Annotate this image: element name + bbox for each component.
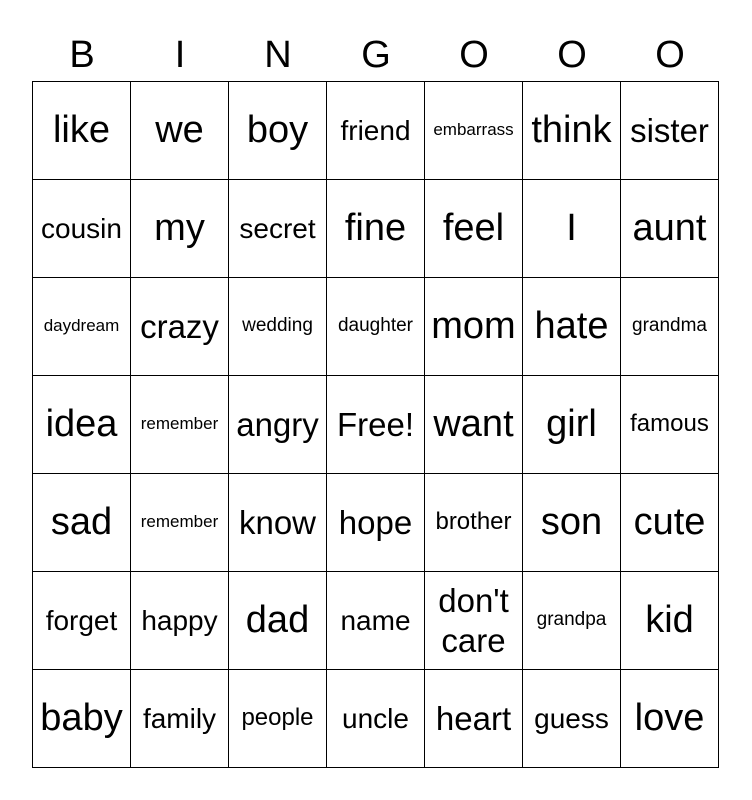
bingo-cell: know	[229, 474, 327, 572]
bingo-cell: angry	[229, 376, 327, 474]
bingo-cell: kid	[621, 572, 719, 670]
bingo-cell: hate	[523, 278, 621, 376]
bingo-cell: name	[327, 572, 425, 670]
bingo-cell: baby	[33, 670, 131, 768]
header-letter-o: O	[557, 34, 587, 76]
bingo-cell: forget	[33, 572, 131, 670]
bingo-cell: brother	[425, 474, 523, 572]
bingo-cell: I	[523, 180, 621, 278]
bingo-cell: sad	[33, 474, 131, 572]
bingo-cell: remember	[131, 474, 229, 572]
bingo-cell: guess	[523, 670, 621, 768]
bingo-cell: remember	[131, 376, 229, 474]
bingo-cell: dad	[229, 572, 327, 670]
bingo-cell: cute	[621, 474, 719, 572]
bingo-cell free-space: Free!	[327, 376, 425, 474]
bingo-cell: crazy	[131, 278, 229, 376]
bingo-cell: secret	[229, 180, 327, 278]
bingo-cell: like	[33, 82, 131, 180]
header-letter-b: B	[69, 34, 95, 76]
bingo-cell: famous	[621, 376, 719, 474]
bingo-cell: people	[229, 670, 327, 768]
bingo-cell: my	[131, 180, 229, 278]
bingo-cell: think	[523, 82, 621, 180]
bingo-cell: grandpa	[523, 572, 621, 670]
bingo-cell: embarrass	[425, 82, 523, 180]
bingo-cell: hope	[327, 474, 425, 572]
bingo-cell: cousin	[33, 180, 131, 278]
bingo-cell: uncle	[327, 670, 425, 768]
bingo-cell: feel	[425, 180, 523, 278]
bingo-cell: sister	[621, 82, 719, 180]
bingo-board	[32, 81, 719, 768]
bingo-cell: daydream	[33, 278, 131, 376]
bingo-cell: happy	[131, 572, 229, 670]
bingo-cell: family	[131, 670, 229, 768]
bingo-cell: idea	[33, 376, 131, 474]
bingo-cell: boy	[229, 82, 327, 180]
header-letter-o: O	[655, 34, 685, 76]
header-letter-n: N	[264, 34, 292, 76]
header-letter-g: G	[361, 34, 391, 76]
bingo-cell: girl	[523, 376, 621, 474]
bingo-cell: we	[131, 82, 229, 180]
bingo-cell: want	[425, 376, 523, 474]
bingo-cell: don't care	[425, 572, 523, 670]
bingo-cell: mom	[425, 278, 523, 376]
bingo-cell: daughter	[327, 278, 425, 376]
bingo-cell: heart	[425, 670, 523, 768]
header-letter-i: I	[174, 34, 186, 76]
header-letter-o: O	[459, 34, 489, 76]
bingo-cell: wedding	[229, 278, 327, 376]
bingo-cell: friend	[327, 82, 425, 180]
bingo-cell: grandma	[621, 278, 719, 376]
bingo-cell: fine	[327, 180, 425, 278]
bingo-header	[33, 30, 719, 80]
bingo-cell: love	[621, 670, 719, 768]
bingo-cell: aunt	[621, 180, 719, 278]
bingo-cell: son	[523, 474, 621, 572]
